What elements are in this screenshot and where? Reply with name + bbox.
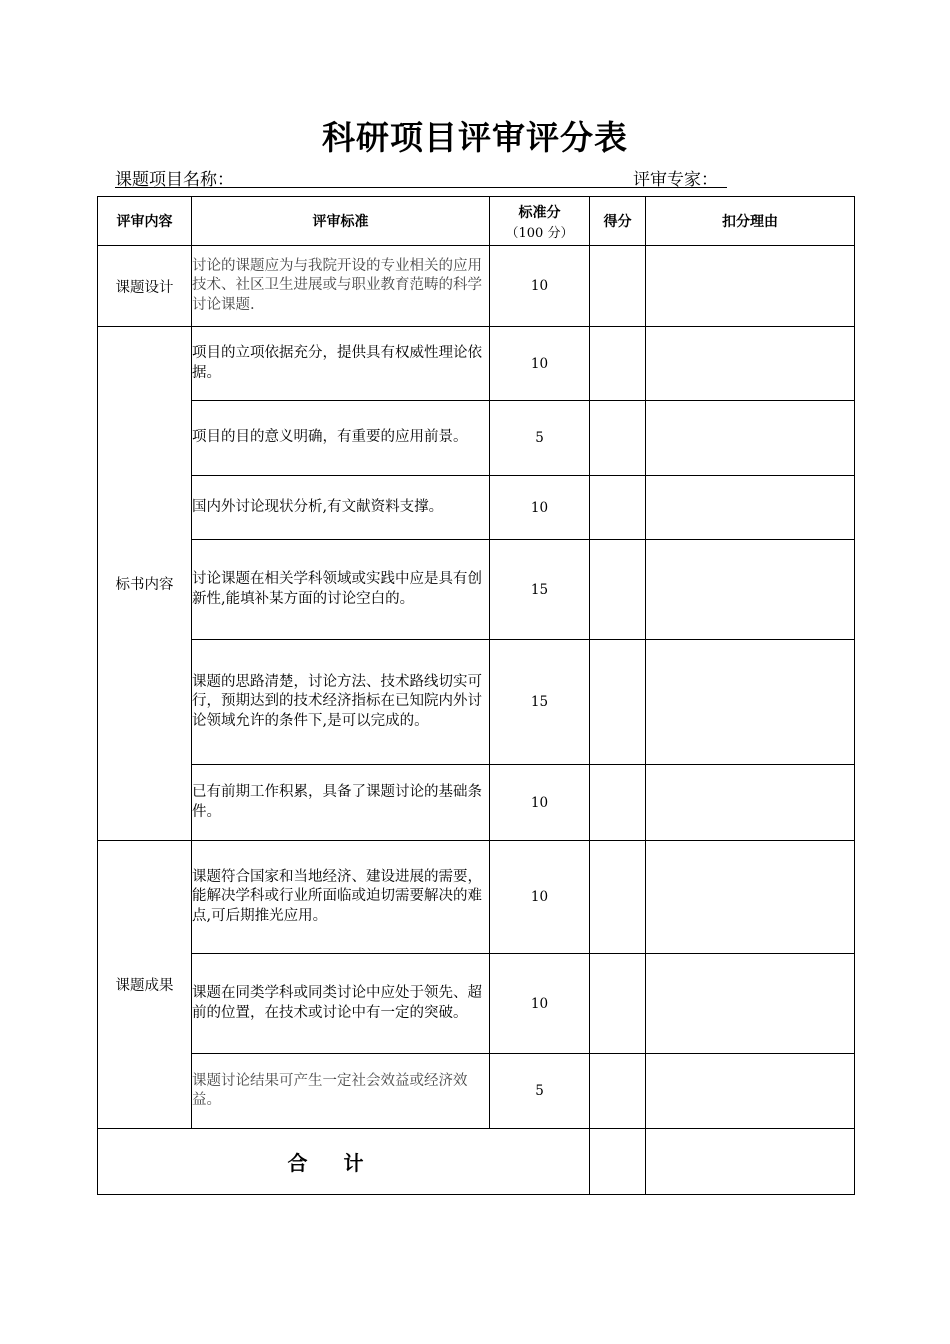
total-label: 合计: [98, 1129, 590, 1195]
reason-cell[interactable]: [646, 954, 855, 1054]
reason-cell[interactable]: [646, 841, 855, 954]
standard-points: 10: [490, 476, 590, 540]
score-cell[interactable]: [590, 401, 646, 476]
table-header-row: [98, 197, 855, 246]
score-cell[interactable]: [590, 246, 646, 327]
header-score: 得分: [590, 197, 646, 246]
criteria-cell: 课题符合国家和当地经济、建设进展的需要，能解决学科或行业所面临或迫切需要解决的难点,可后期推光应用。: [192, 841, 490, 954]
criteria-cell: 已有前期工作积累，具备了课题讨论的基础条件。: [192, 765, 490, 841]
standard-points: 10: [490, 246, 590, 327]
reason-cell[interactable]: [646, 401, 855, 476]
criteria-cell: 课题在同类学科或同类讨论中应处于领先、超前的位置，在技术或讨论中有一定的突破。: [192, 954, 490, 1054]
reason-cell[interactable]: [646, 640, 855, 765]
total-score-cell[interactable]: [590, 1129, 646, 1195]
table-row: [98, 765, 855, 841]
reason-cell[interactable]: [646, 327, 855, 401]
table-row: [98, 476, 855, 540]
header-standard-label: 标准分: [518, 204, 561, 221]
criteria-cell: 课题的思路清楚，讨论方法、技术路线切实可行，预期达到的技术经济指标在已知院内外讨论领域允许的条件下,是可以完成的。: [192, 640, 490, 765]
standard-points: 10: [490, 327, 590, 401]
score-cell[interactable]: [590, 841, 646, 954]
table-row: [98, 327, 855, 401]
standard-points: 10: [490, 765, 590, 841]
category-results: 课题成果: [98, 841, 192, 1129]
header-fields: [115, 163, 727, 188]
table-row: [98, 841, 855, 954]
table-row: [98, 954, 855, 1054]
header-criteria: 评审标准: [192, 197, 490, 246]
score-cell[interactable]: [590, 540, 646, 640]
standard-points: 5: [490, 1054, 590, 1129]
standard-points: 15: [490, 540, 590, 640]
score-cell[interactable]: [590, 327, 646, 401]
criteria-cell: 课题讨论结果可产生一定社会效益或经济效益。: [192, 1054, 490, 1129]
criteria-cell: 项目的立项依据充分，提供具有权威性理论依据。: [192, 327, 490, 401]
table-row: [98, 1054, 855, 1129]
criteria-cell: 讨论的课题应为与我院开设的专业相关的应用技术、社区卫生进展或与职业教育范畴的科学讨论课题.: [192, 246, 490, 327]
project-name-field[interactable]: 课题项目名称：: [115, 170, 234, 190]
category-proposal: 标书内容: [98, 327, 192, 841]
criteria-cell: 项目的目的意义明确，有重要的应用前景。: [192, 401, 490, 476]
expert-field[interactable]: 评审专家：: [633, 170, 718, 190]
total-reason-cell[interactable]: [646, 1129, 855, 1195]
table-row: [98, 540, 855, 640]
standard-points: 15: [490, 640, 590, 765]
standard-points: 10: [490, 954, 590, 1054]
score-cell[interactable]: [590, 1054, 646, 1129]
score-cell[interactable]: [590, 476, 646, 540]
standard-points: 10: [490, 841, 590, 954]
reason-cell[interactable]: [646, 476, 855, 540]
header-standard: [490, 197, 590, 246]
reason-cell[interactable]: [646, 1054, 855, 1129]
reason-cell[interactable]: [646, 246, 855, 327]
header-reason: 扣分理由: [646, 197, 855, 246]
header-content: 评审内容: [98, 197, 192, 246]
table-row: [98, 640, 855, 765]
reason-cell[interactable]: [646, 540, 855, 640]
table-row: [98, 401, 855, 476]
reason-cell[interactable]: [646, 765, 855, 841]
table-row: [98, 246, 855, 327]
criteria-cell: 讨论课题在相关学科领域或实践中应是具有创新性,能填补某方面的讨论空白的。: [192, 540, 490, 640]
category-design: 课题设计: [98, 246, 192, 327]
criteria-cell: 国内外讨论现状分析,有文献资料支撑。: [192, 476, 490, 540]
score-cell[interactable]: [590, 954, 646, 1054]
score-cell[interactable]: [590, 640, 646, 765]
score-table: [97, 196, 855, 1195]
header-standard-sub: （100 分）: [505, 225, 574, 241]
standard-points: 5: [490, 401, 590, 476]
page-title: 科研项目评审评分表: [322, 118, 628, 157]
score-cell[interactable]: [590, 765, 646, 841]
total-row: [98, 1129, 855, 1195]
